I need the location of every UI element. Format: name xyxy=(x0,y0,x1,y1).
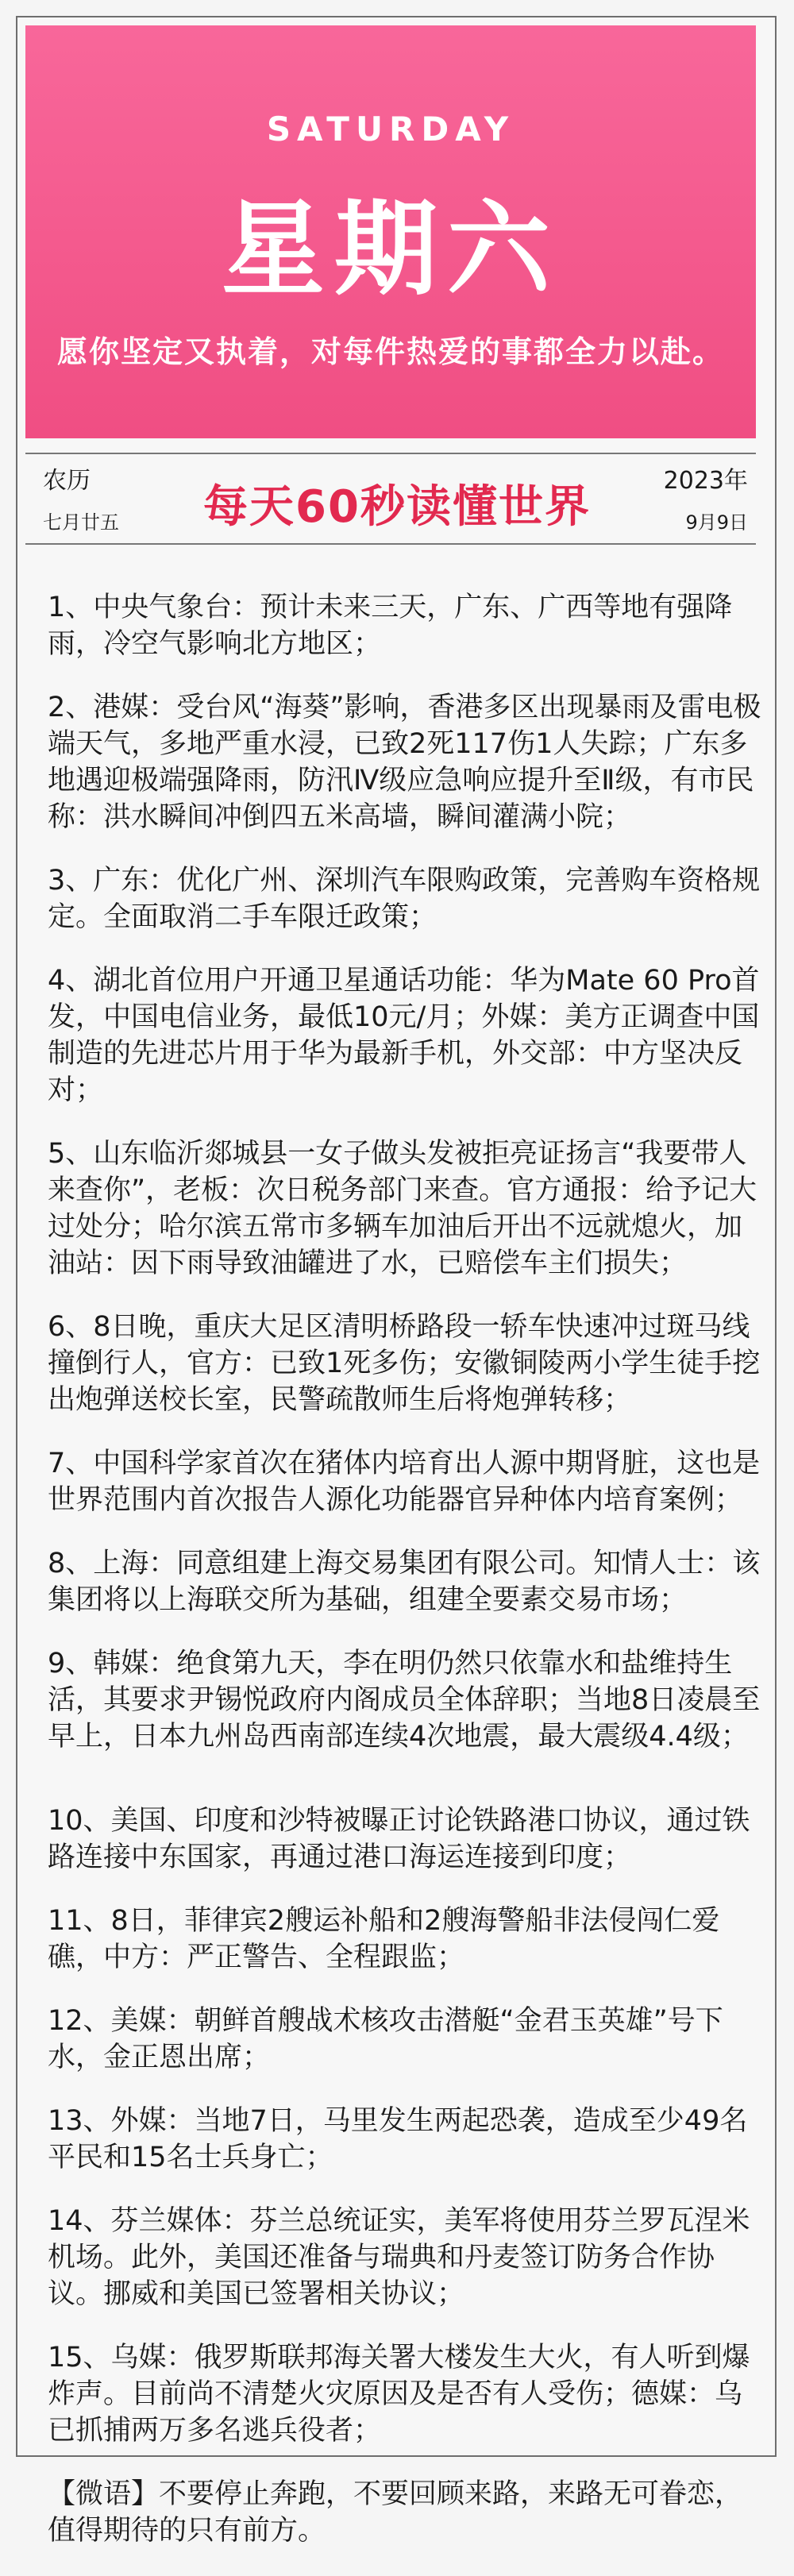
year-label: 2023年 xyxy=(663,467,748,495)
news-item: 1、中央气象台：预计未来三天，广东、广西等地有强降雨，冷空气影响北方地区； xyxy=(48,592,733,660)
divider-top xyxy=(25,453,756,454)
weekday-chinese: 星期六 xyxy=(221,188,560,310)
date-block xyxy=(664,461,748,534)
news-item: 8、上海：同意组建上海交易集团有限公司。知情人士：该集团将以上海联交所为基础，组建全要素交易市场； xyxy=(48,1548,761,1616)
daily-quote: 【微语】不要停止奔跑，不要回顾来路，来路无可眷恋，值得期待的只有前方。 xyxy=(48,2478,743,2547)
weekday-english: SATURDAY xyxy=(266,110,515,148)
date-label: 9月9日 xyxy=(685,511,748,534)
news-item: 10、美国、印度和沙特被曝正讨论铁路港口协议，通过铁路连接中东国家，再通过港口海运连接到印度； xyxy=(48,1805,750,1873)
news-item: 13、外媒：当地7日，马里发生两起恐袭，造成至少49名平民和15名士兵身亡； xyxy=(48,2105,748,2173)
lunar-date: 七月廿五 xyxy=(43,511,119,534)
news-item: 2、港媒：受台风“海葵”影响，香港多区出现暴雨及雷电极端天气，多地严重水浸，已致2死117伤1人失踪；广东多地遇迎极端强降雨，防汛Ⅳ级应急响应提升至Ⅱ级，有市民称：洪水瞬间冲倒四五米高墙，瞬间灌满小院； xyxy=(48,692,761,833)
page-title: 每天60秒读懂世界 xyxy=(203,481,591,533)
news-item: 3、广东：优化广州、深圳汽车限购政策，完善购车资格规定。全面取消二手车限迁政策； xyxy=(48,865,761,933)
daily-motto: 愿你坚定又执着，对每件热爱的事都全力以赴。 xyxy=(56,334,724,369)
news-list xyxy=(48,589,762,2576)
news-item: 14、芬兰媒体：芬兰总统证实，美军将使用芬兰罗瓦涅米机场。此外，美国还准备与瑞典和丹麦签订防务合作协议。挪威和美国已签署相关协议； xyxy=(48,2205,750,2310)
news-item: 6、8日晚，重庆大足区清明桥路段一轿车快速冲过斑马线撞倒行人，官方：已致1死多伤；安徽铜陵两小学生徒手挖出炮弹送校长室，民警疏散师生后将炮弹转移； xyxy=(48,1311,761,1416)
news-item: 7、中国科学家首次在猪体内培育出人源中期肾脏，这也是世界范围内首次报告人源化功能器官异种体内培育案例； xyxy=(48,1448,761,1516)
news-item: 15、乌媒：俄罗斯联邦海关署大楼发生大火，有人听到爆炸声。目前尚不清楚火灾原因及是否有人受伤；德媒：乌已抓捕两万多名逃兵役者； xyxy=(48,2342,750,2447)
lunar-label: 农历 xyxy=(43,467,91,495)
news-item: 4、湖北首位用户开通卫星通话功能：华为Mate 60 Pro首发，中国电信业务，最低10元/月；外媒：美方正调查中国制造的先进芯片用于华为最新手机，外交部：中方坚决反对； xyxy=(48,965,760,1106)
news-item: 9、韩媒：绝食第九天，李在明仍然只依靠水和盐维持生活，其要求尹锡悦政府内阁成员全体辞职；当地8日凌晨至早上，日本九州岛西南部连续4次地震，最大震级4.4级； xyxy=(48,1648,761,1753)
news-item: 11、8日，菲律宾2艘运补船和2艘海警船非法侵闯仁爱礁，中方：严正警告、全程跟监； xyxy=(48,1905,720,1973)
news-item: 12、美媒：朝鲜首艘战术核攻击潜艇“金君玉英雄”号下水，金正恩出席； xyxy=(48,2005,723,2073)
header-banner xyxy=(25,25,756,438)
divider-bottom xyxy=(25,543,756,545)
news-item: 5、山东临沂郯城县一女子做头发被拒亮证扬言“我要带人来查你”，老板：次日税务部门来查。官方通报：给予记大过处分；哈尔滨五常市多辆车加油后开出不远就熄火，加油站：因下雨导致油罐进了水，已赔偿车主们损失； xyxy=(48,1138,757,1279)
